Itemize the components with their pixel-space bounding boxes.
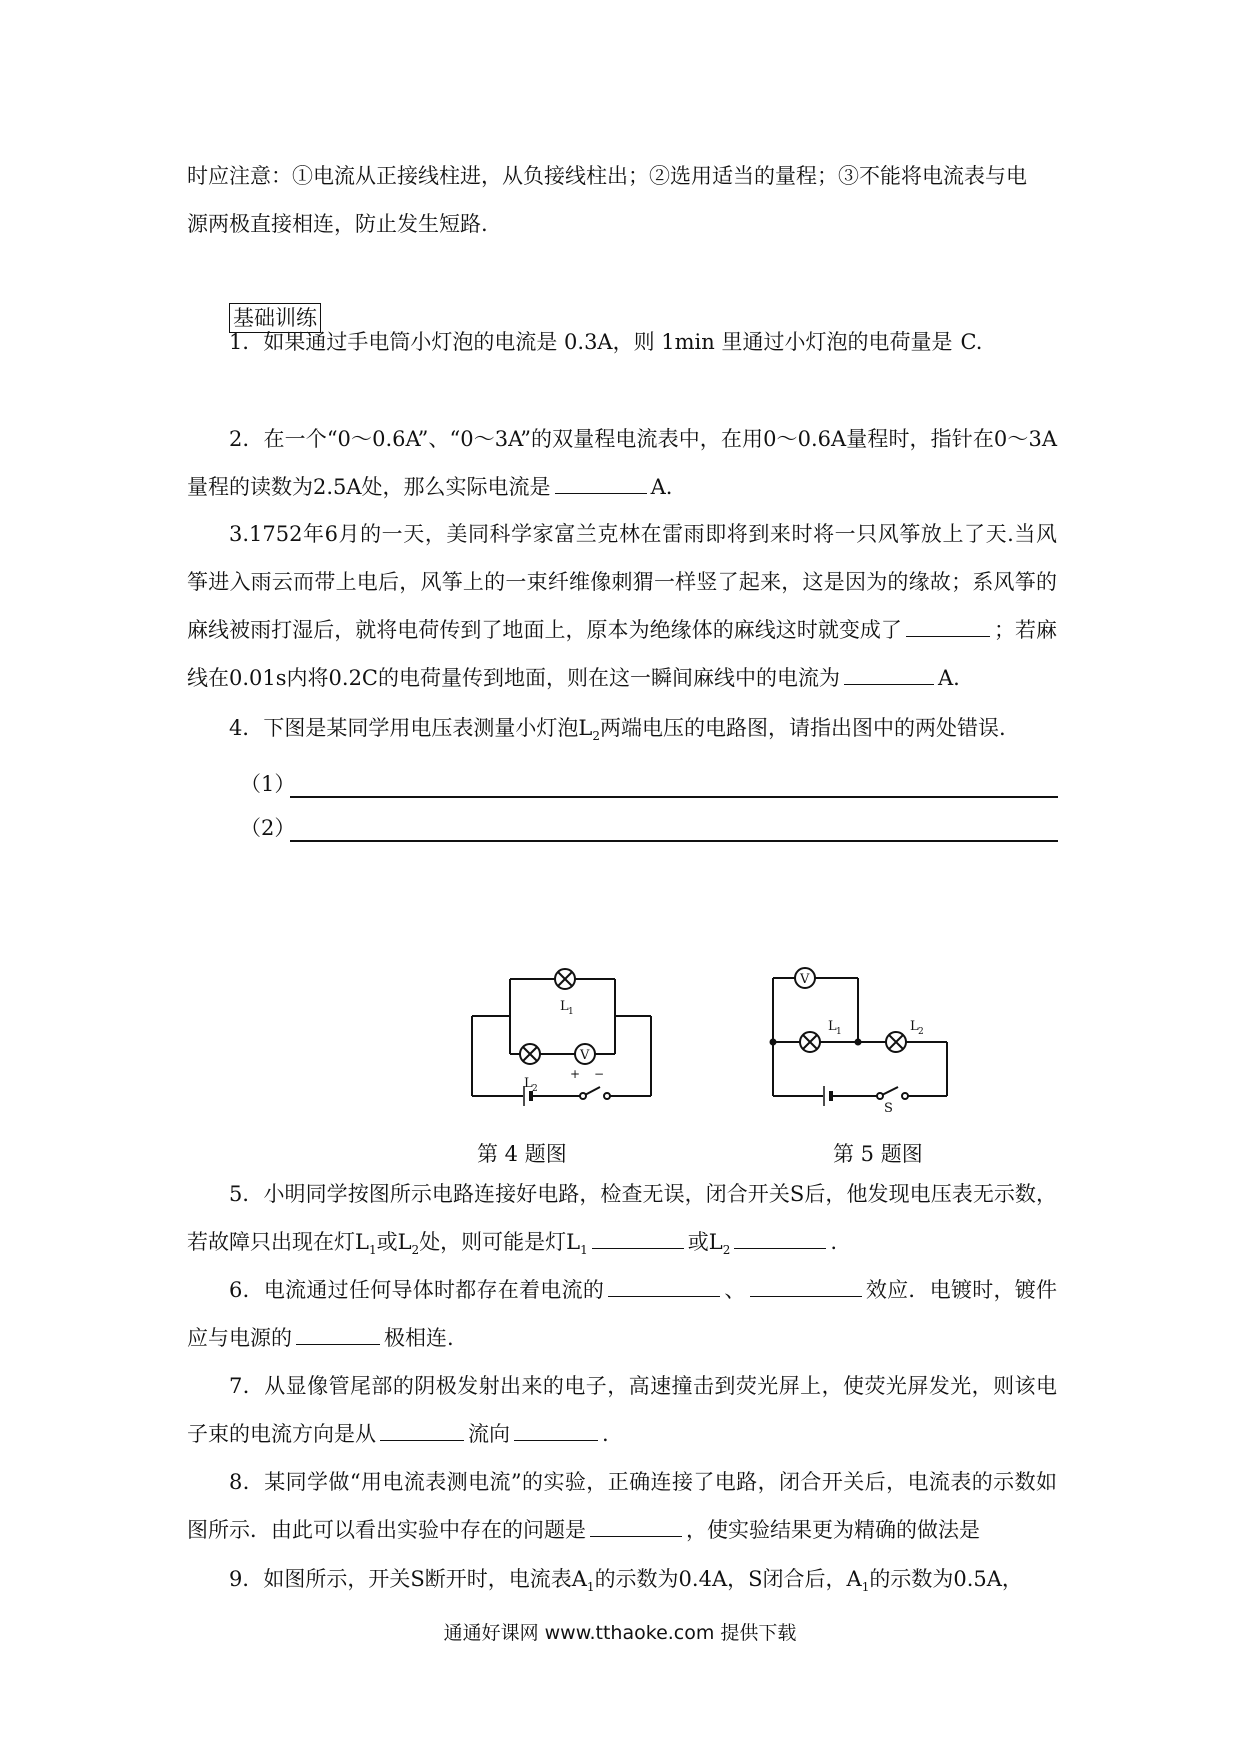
q5-text-d: 或L — [687, 1230, 723, 1254]
fig4-label-L1-sub: 1 — [568, 1007, 574, 1017]
q4-answer-line-2[interactable] — [290, 840, 1058, 842]
q8-text-a: 8．某同学做“用电流表测电流”的实验，正确连接了电路，闭合开关后，电流表的示数如图所示．由此可以看出实验中存在的问题是 — [187, 1470, 1057, 1542]
intro-line-1: 时应注意：①电流从正接线柱进，从负接线柱出；②选用适当的量程；③不能将电流表与电 — [187, 164, 1027, 188]
q5-answer-blank-1[interactable] — [592, 1226, 684, 1249]
q6-answer-blank-2[interactable] — [750, 1274, 862, 1297]
q5-text-a: 5．小明同学按图所示电路连接好电路，检查无误，闭合开关S后，他发现电压表无示数，若故障只出现在灯L — [187, 1182, 1057, 1254]
question-8 — [187, 1458, 1057, 1554]
q3-text-b: 的缘故；系风筝的麻线被雨打湿后，就将电荷传到了地面上，原本为绝缘体的麻线这时就变成了 — [187, 570, 1057, 642]
q3-unit: A. — [938, 666, 960, 690]
question-6 — [187, 1266, 1057, 1362]
question-1 — [187, 318, 1057, 366]
q5-text-c: 处，则可能是灯L — [419, 1230, 581, 1254]
fig4-voltmeter-label: V — [580, 1048, 590, 1063]
q9-text-c: 的示数为0.5A， — [869, 1567, 1023, 1591]
fig4-label-L1: L — [560, 999, 569, 1014]
q8-text-b: ，使实验结果更为精确的做法是 — [686, 1518, 980, 1542]
q5-sub-3: 1 — [580, 1243, 588, 1258]
fig4-plus: + — [570, 1067, 581, 1081]
q5-sub-4: 2 — [722, 1243, 731, 1258]
q5-sub-2: 2 — [411, 1243, 420, 1258]
q4-item-1-label: （1） — [240, 772, 296, 796]
q6-text-b: 、 — [724, 1278, 746, 1302]
fig5-voltmeter-label: V — [800, 972, 810, 987]
q4-item-2-label: （2） — [240, 816, 296, 840]
q4-text-a: 4．下图是某同学用电压表测量小灯泡L — [229, 716, 593, 740]
q3-answer-blank-1[interactable] — [906, 614, 990, 637]
q2-answer-blank[interactable] — [555, 471, 647, 494]
question-9 — [187, 1555, 1057, 1611]
q7-text-b: 流向 — [468, 1422, 510, 1446]
q7-text-c: . — [602, 1422, 609, 1446]
q9-text-a: 9．如图所示，开关S断开时，电流表A — [229, 1567, 587, 1591]
q6-answer-blank-3[interactable] — [296, 1322, 380, 1345]
question-5 — [187, 1170, 1057, 1274]
fig5-label-L2-sub: 2 — [918, 1027, 924, 1037]
q3-text-c: ；若麻线在0.01s内将0.2C的电荷量传到地面，则在这一瞬间麻线中的电流为 — [187, 618, 1058, 690]
q4-text-b: 两端电压的电路图，请指出图中的两处错误. — [599, 716, 1006, 740]
q7-text-a: 7．从显像管尾部的阴极发射出来的电子，高速撞击到荧光屏上，使荧光屏发光，则该电子束的电流方向是从 — [187, 1374, 1057, 1446]
q6-text-c: 效应．电镀时，镀件应与电源的 — [187, 1278, 1058, 1350]
q4-answer-line-1[interactable] — [290, 796, 1058, 798]
q5-text-e: . — [830, 1230, 838, 1254]
section-title: 基础训练 — [229, 303, 321, 333]
fig5-label-L1-sub: 1 — [836, 1027, 842, 1037]
q9-sub-2: 1 — [861, 1580, 870, 1595]
fig5-switch-label: S — [884, 1101, 893, 1114]
question-3 — [187, 510, 1057, 702]
q7-answer-blank-1[interactable] — [380, 1418, 464, 1441]
q5-text-b: 或L — [376, 1230, 412, 1254]
fig4-minus: − — [594, 1067, 605, 1081]
q1-text: 1．如果通过手电筒小灯泡的电流是 0.3A，则 1min 里通过小灯泡的电荷量是 — [229, 330, 953, 354]
q8-answer-blank[interactable] — [590, 1514, 682, 1537]
q2-text: 2．在一个“0～0.6A”、“0～3A”的双量程电流表中，在用0～0.6A量程时，指针在0～3A量程的读数为2.5A处，那么实际电流是 — [187, 427, 1057, 499]
q9-text-b: 的示数为0.4A，S闭合后，A — [594, 1567, 862, 1591]
intro-paragraph — [187, 152, 1057, 248]
q6-text-d: 极相连. — [384, 1326, 454, 1350]
fig5-label-L2: L — [910, 1019, 919, 1034]
q7-answer-blank-2[interactable] — [514, 1418, 598, 1441]
question-4 — [187, 704, 1057, 760]
question-2 — [187, 415, 1057, 511]
q3-text-a: 3.1752年6月的一天，美同科学家富兰克林在雷雨即将到来时将一只风筝放上了天.当风筝进入雨云而带上电后，风筝上的一束纤维像刺猬一样竖了起来，这是因为 — [187, 522, 1057, 594]
q6-text-a: 6．电流通过任何导体时都存在着电流的 — [229, 1278, 605, 1302]
intro-line-2: 源两极直接相连，防止发生短路. — [187, 212, 488, 236]
fig4-label-L2-sub: 2 — [532, 1084, 538, 1094]
figure-5-caption: 第 5 题图 — [833, 1142, 923, 1166]
q1-unit: C. — [960, 330, 983, 354]
q6-answer-blank-1[interactable] — [608, 1274, 720, 1297]
q5-answer-blank-2[interactable] — [734, 1226, 826, 1249]
question-7 — [187, 1362, 1057, 1458]
q4-subscript: 2 — [592, 729, 600, 744]
q9-sub-1: 1 — [586, 1580, 595, 1595]
q5-sub-1: 1 — [368, 1243, 377, 1258]
figure-5-circuit — [760, 964, 980, 1114]
figure-4-circuit — [460, 964, 700, 1114]
fig5-label-L1: L — [828, 1019, 837, 1034]
q2-unit: A. — [650, 475, 673, 499]
fig4-label-L2: L — [524, 1076, 533, 1091]
q3-answer-blank-2[interactable] — [844, 662, 934, 685]
figure-4-caption: 第 4 题图 — [477, 1142, 567, 1166]
page-footer: 通通好课网 www.tthaoke.com 提供下载 — [443, 1622, 797, 1644]
